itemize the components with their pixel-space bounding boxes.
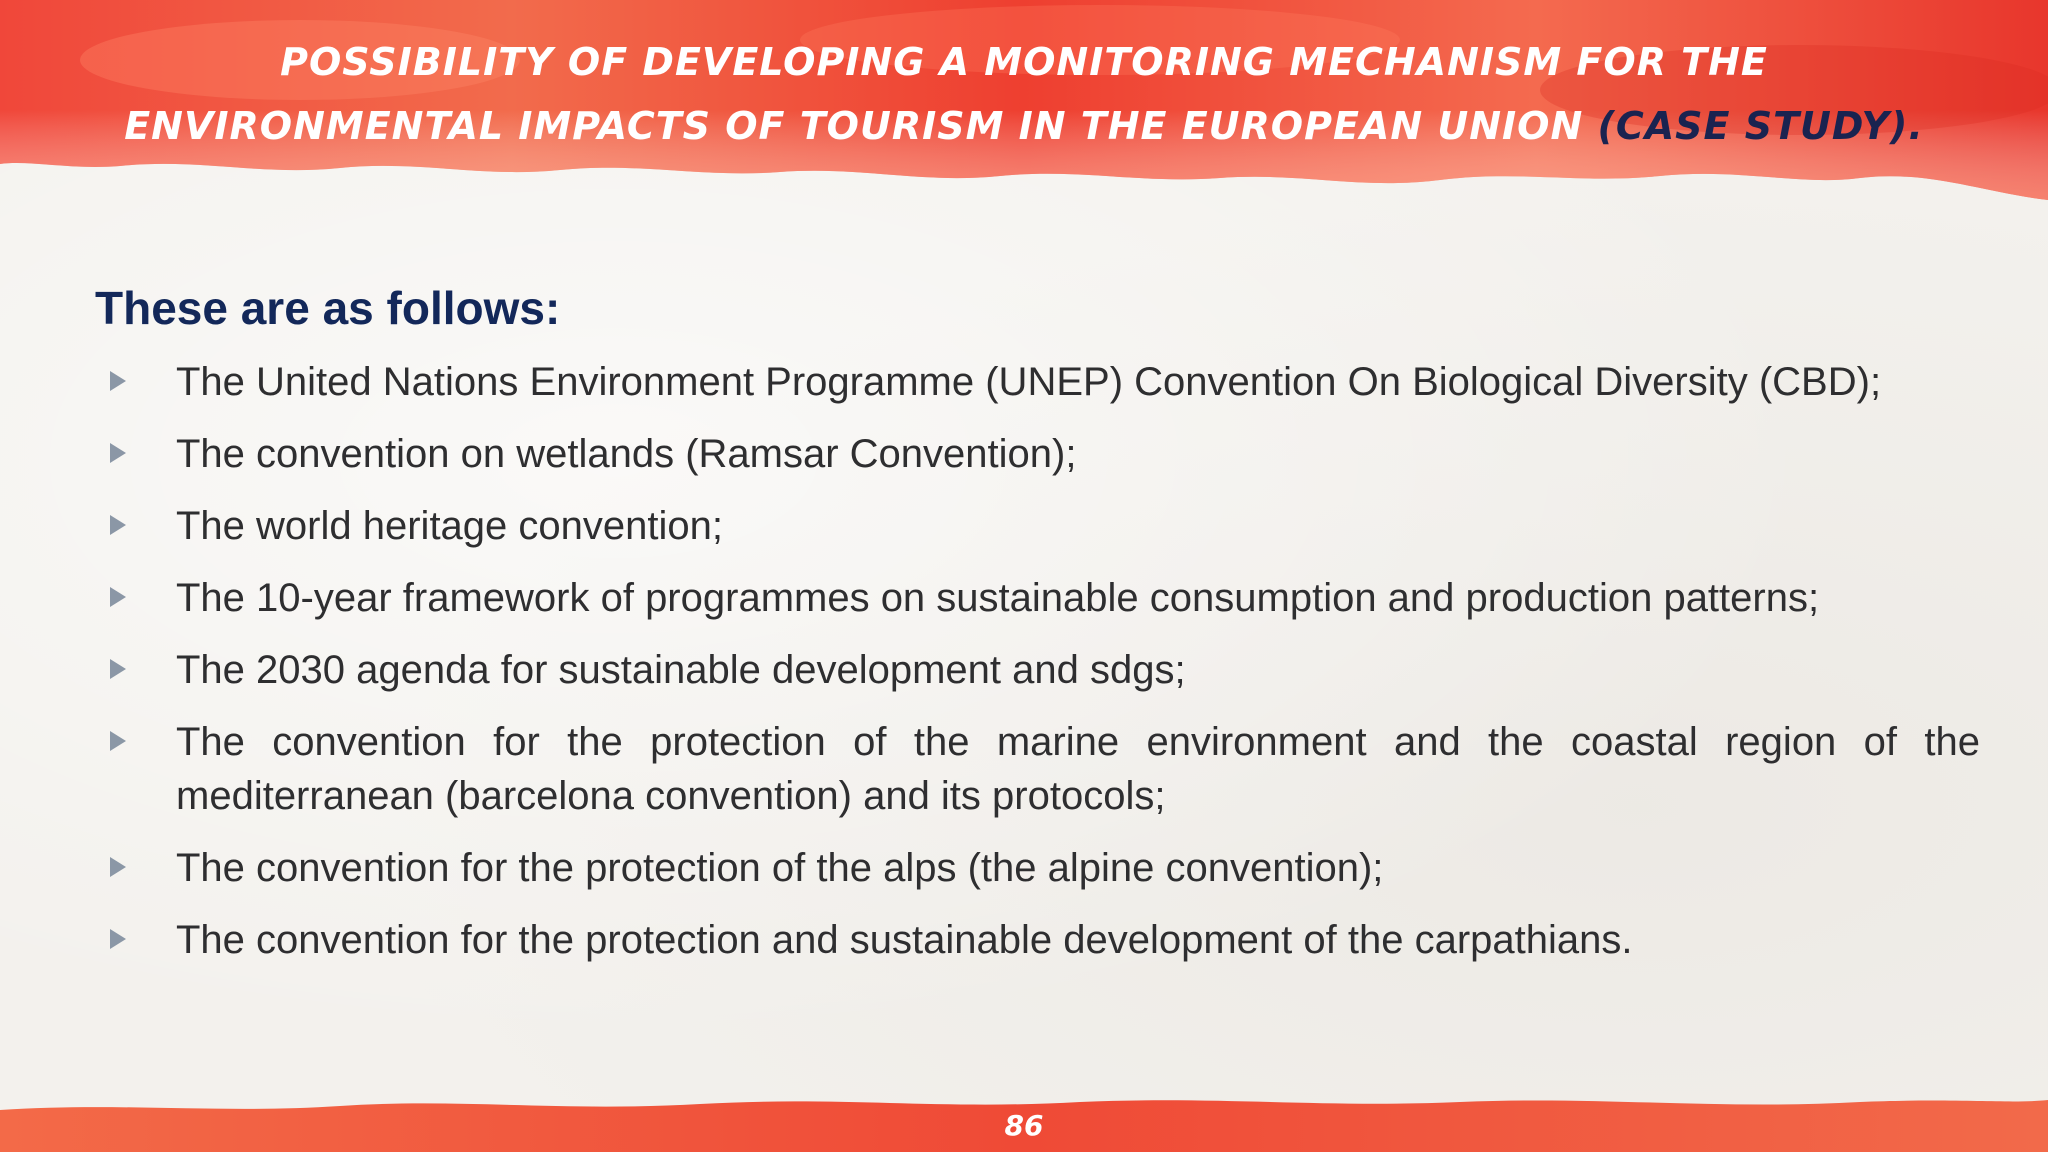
triangle-right-icon (110, 659, 126, 679)
triangle-right-icon (110, 515, 126, 535)
list-item (100, 427, 1980, 481)
triangle-right-icon (110, 443, 126, 463)
page-number: 86 (1004, 1109, 1044, 1142)
list-item (100, 913, 1980, 967)
slide-title-highlight: (CASE STUDY). (1597, 104, 1924, 148)
section-heading: These are as follows: (95, 282, 561, 334)
triangle-right-icon (110, 587, 126, 607)
slide-title (100, 30, 1948, 158)
triangle-right-icon (110, 929, 126, 949)
triangle-right-icon (110, 857, 126, 877)
triangle-right-icon (110, 371, 126, 391)
list-item-text: The convention for the protection of the marine environment and the coastal region of the mediterranean (barcelona convention) and its protocols; (176, 720, 1980, 818)
list-item (100, 643, 1980, 697)
list-item (100, 355, 1980, 409)
convention-list (100, 355, 1980, 985)
triangle-right-icon (110, 731, 126, 751)
slide-title-main: POSSIBILITY OF DEVELOPING A MONITORING MECHANISM FOR THE ENVIRONMENTAL IMPACTS OF TOURISM IN THE EUROPEAN UNION (124, 40, 1768, 148)
list-item-text: The 10-year framework of programmes on sustainable consumption and production patterns; (176, 576, 1820, 620)
list-item-text: The convention for the protection and sustainable development of the carpathians. (176, 918, 1633, 962)
list-item (100, 499, 1980, 553)
list-item-text: The convention for the protection of the alps (the alpine convention); (176, 846, 1384, 890)
list-item (100, 715, 1980, 823)
list-item-text: The world heritage convention; (176, 504, 723, 548)
list-item-text: The United Nations Environment Programme (UNEP) Convention On Biological Diversity (CBD); (176, 360, 1882, 404)
list-item (100, 571, 1980, 625)
list-item-text: The convention on wetlands (Ramsar Convention); (176, 432, 1077, 476)
list-item (100, 841, 1980, 895)
list-item-text: The 2030 agenda for sustainable development and sdgs; (176, 648, 1186, 692)
